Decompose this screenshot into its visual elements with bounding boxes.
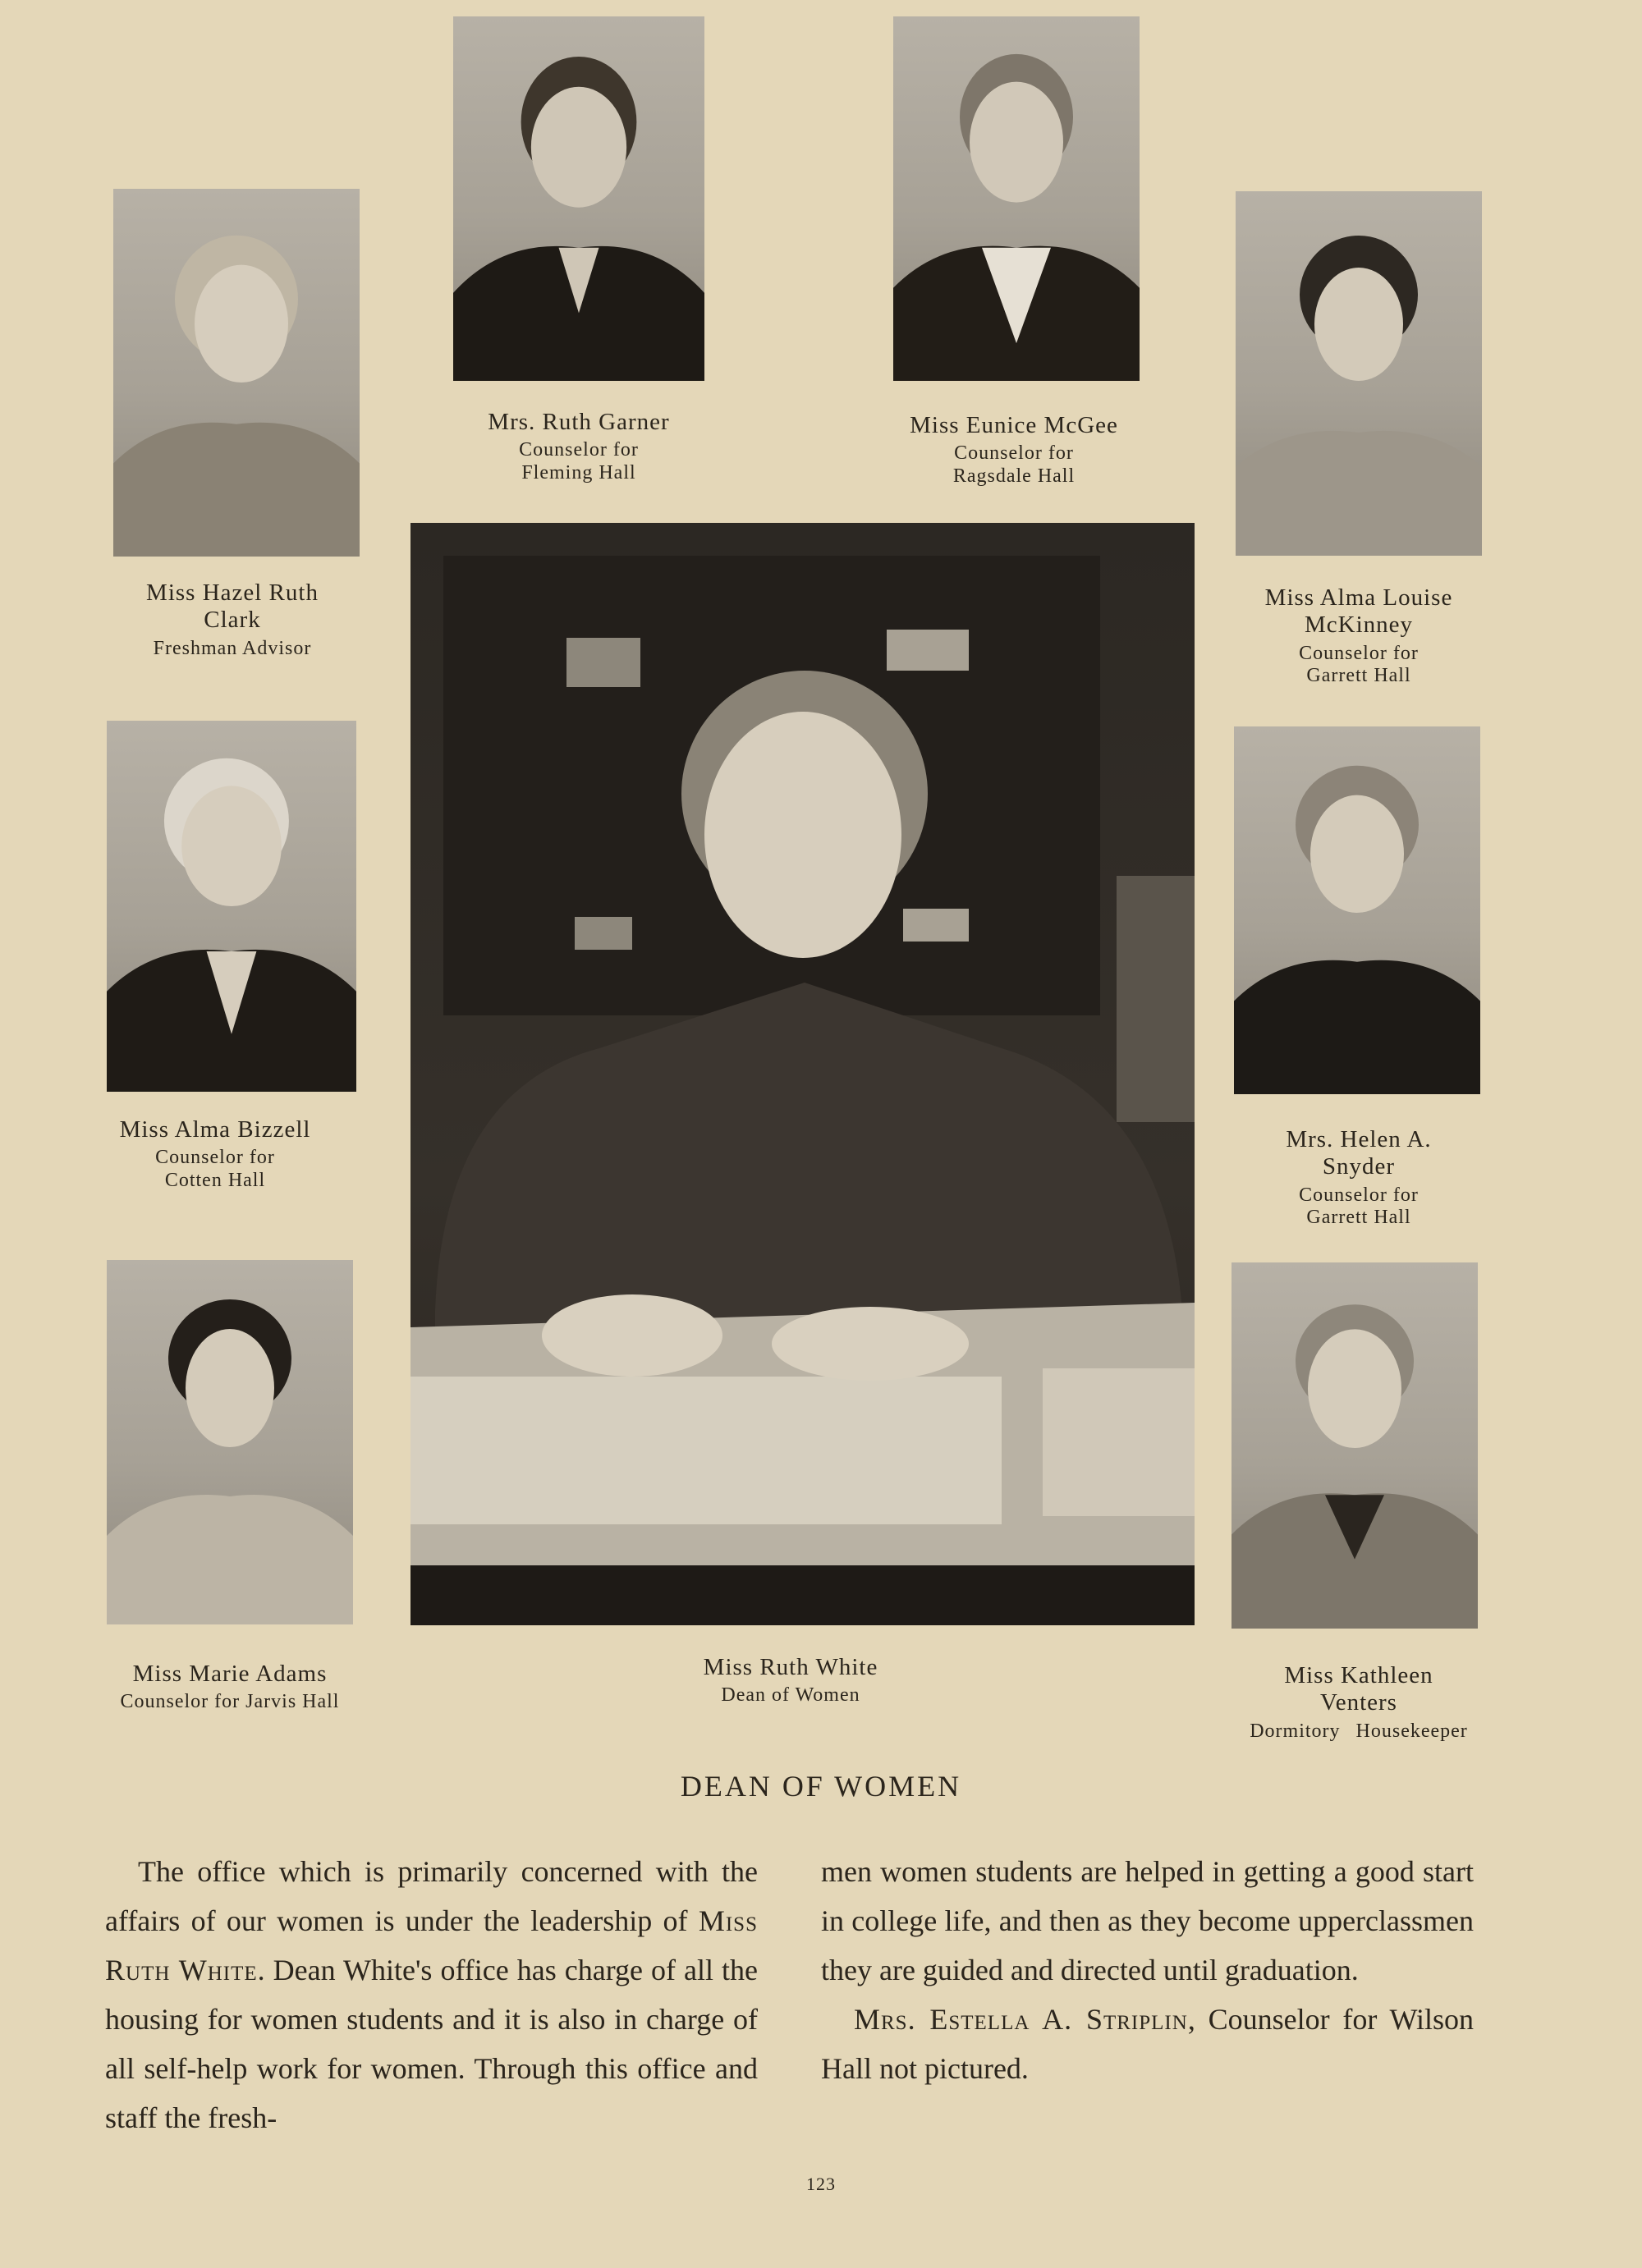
portrait-name: McKinney <box>1304 612 1414 639</box>
portrait-photo-venters <box>1232 1262 1478 1629</box>
body-paragraph <box>821 1995 1474 2093</box>
portrait-photo-mcgee <box>893 16 1140 381</box>
portrait-name: Venters <box>1320 1689 1397 1716</box>
portrait-role: Dean of Women <box>721 1684 860 1707</box>
caption-adams <box>66 1661 394 1714</box>
portrait-role: Counselor for <box>155 1147 275 1169</box>
caption-mckinney <box>1195 584 1523 688</box>
body-column-left <box>105 1847 758 2142</box>
portrait-role: Ragsdale Hall <box>952 465 1076 487</box>
portrait-role: Garrett Hall <box>1306 665 1411 687</box>
portrait-name: Clark <box>204 607 261 634</box>
portrait-name: Miss Marie Adams <box>132 1661 328 1687</box>
portrait-name: Miss Alma Bizzell <box>119 1116 311 1143</box>
portrait-photo-snyder <box>1234 726 1480 1094</box>
body-text: The office which is primarily concerned with the affairs of our women is under the leadership of <box>105 1855 758 1937</box>
portrait-photo-mckinney <box>1236 191 1482 556</box>
portrait-photo-clark <box>113 189 360 557</box>
portrait-role: Counselor for <box>1299 1184 1419 1206</box>
portrait-name: Mrs. Helen A. <box>1286 1126 1432 1152</box>
portrait-role: Counselor for <box>519 439 639 461</box>
caption-snyder <box>1195 1126 1523 1230</box>
caption-venters <box>1195 1662 1523 1743</box>
portrait-name: Miss Hazel Ruth <box>146 580 319 606</box>
portrait-role: Counselor for <box>954 442 1074 465</box>
portrait-photo-white <box>410 523 1195 1625</box>
counselor-name: Mrs. Estella A. Striplin <box>854 2003 1188 2036</box>
portrait-role: Cotten Hall <box>164 1169 266 1191</box>
body-paragraph <box>821 1847 1474 1995</box>
caption-bizzell <box>51 1116 379 1193</box>
body-text: . Dean White's office has charge of all the housing for women students and it is also in charge of all self-help work for women. Through this office and staff the fresh <box>105 1954 758 2134</box>
body-text: , Counselor for Wilson Hall not pictured. <box>821 2003 1474 2085</box>
portrait-name: Snyder <box>1322 1153 1396 1180</box>
body-column-right <box>821 1847 1474 2093</box>
portrait-photo-bizzell <box>107 721 356 1092</box>
portrait-role: Fleming Hall <box>521 461 636 483</box>
body-paragraph: The office which is primarily concerned with the affairs of our women is under the leadership of Miss Ruth White. Dean White's office has charge of all the housing for women students and it is also in charge of all self-help work for women. Through this office and staff the fresh- <box>105 1855 758 2134</box>
page-number: 123 <box>806 2174 836 2194</box>
portrait-name: Miss Eunice McGee <box>910 412 1118 438</box>
portrait-name: Miss Ruth White <box>703 1654 878 1680</box>
portrait-role: Counselor for <box>1299 642 1419 664</box>
portrait-name: Mrs. Ruth Garner <box>488 409 670 435</box>
caption-garner <box>415 409 743 485</box>
caption-mcgee <box>850 412 1178 488</box>
dean-name: Miss Ruth White <box>105 1904 758 1986</box>
portrait-photo-garner <box>453 16 704 381</box>
portrait-name: Miss Kathleen <box>1284 1662 1433 1688</box>
body-text: men women students are helped in getting a good start in college life, and then as they become upperclassmen they are guided and directed until graduation. <box>821 1855 1474 1986</box>
portrait-role: Garrett Hall <box>1306 1207 1411 1229</box>
caption-white <box>626 1654 955 1707</box>
portrait-role: Counselor for Jarvis Hall <box>120 1691 340 1713</box>
portrait-role: Dormitory Housekeeper <box>1250 1720 1468 1742</box>
portrait-name: Miss Alma Louise <box>1264 584 1453 611</box>
portrait-photo-adams <box>107 1260 353 1624</box>
portrait-role: Freshman Advisor <box>153 637 312 659</box>
section-title: DEAN OF WOMEN <box>680 1770 962 1803</box>
caption-clark <box>72 580 392 660</box>
